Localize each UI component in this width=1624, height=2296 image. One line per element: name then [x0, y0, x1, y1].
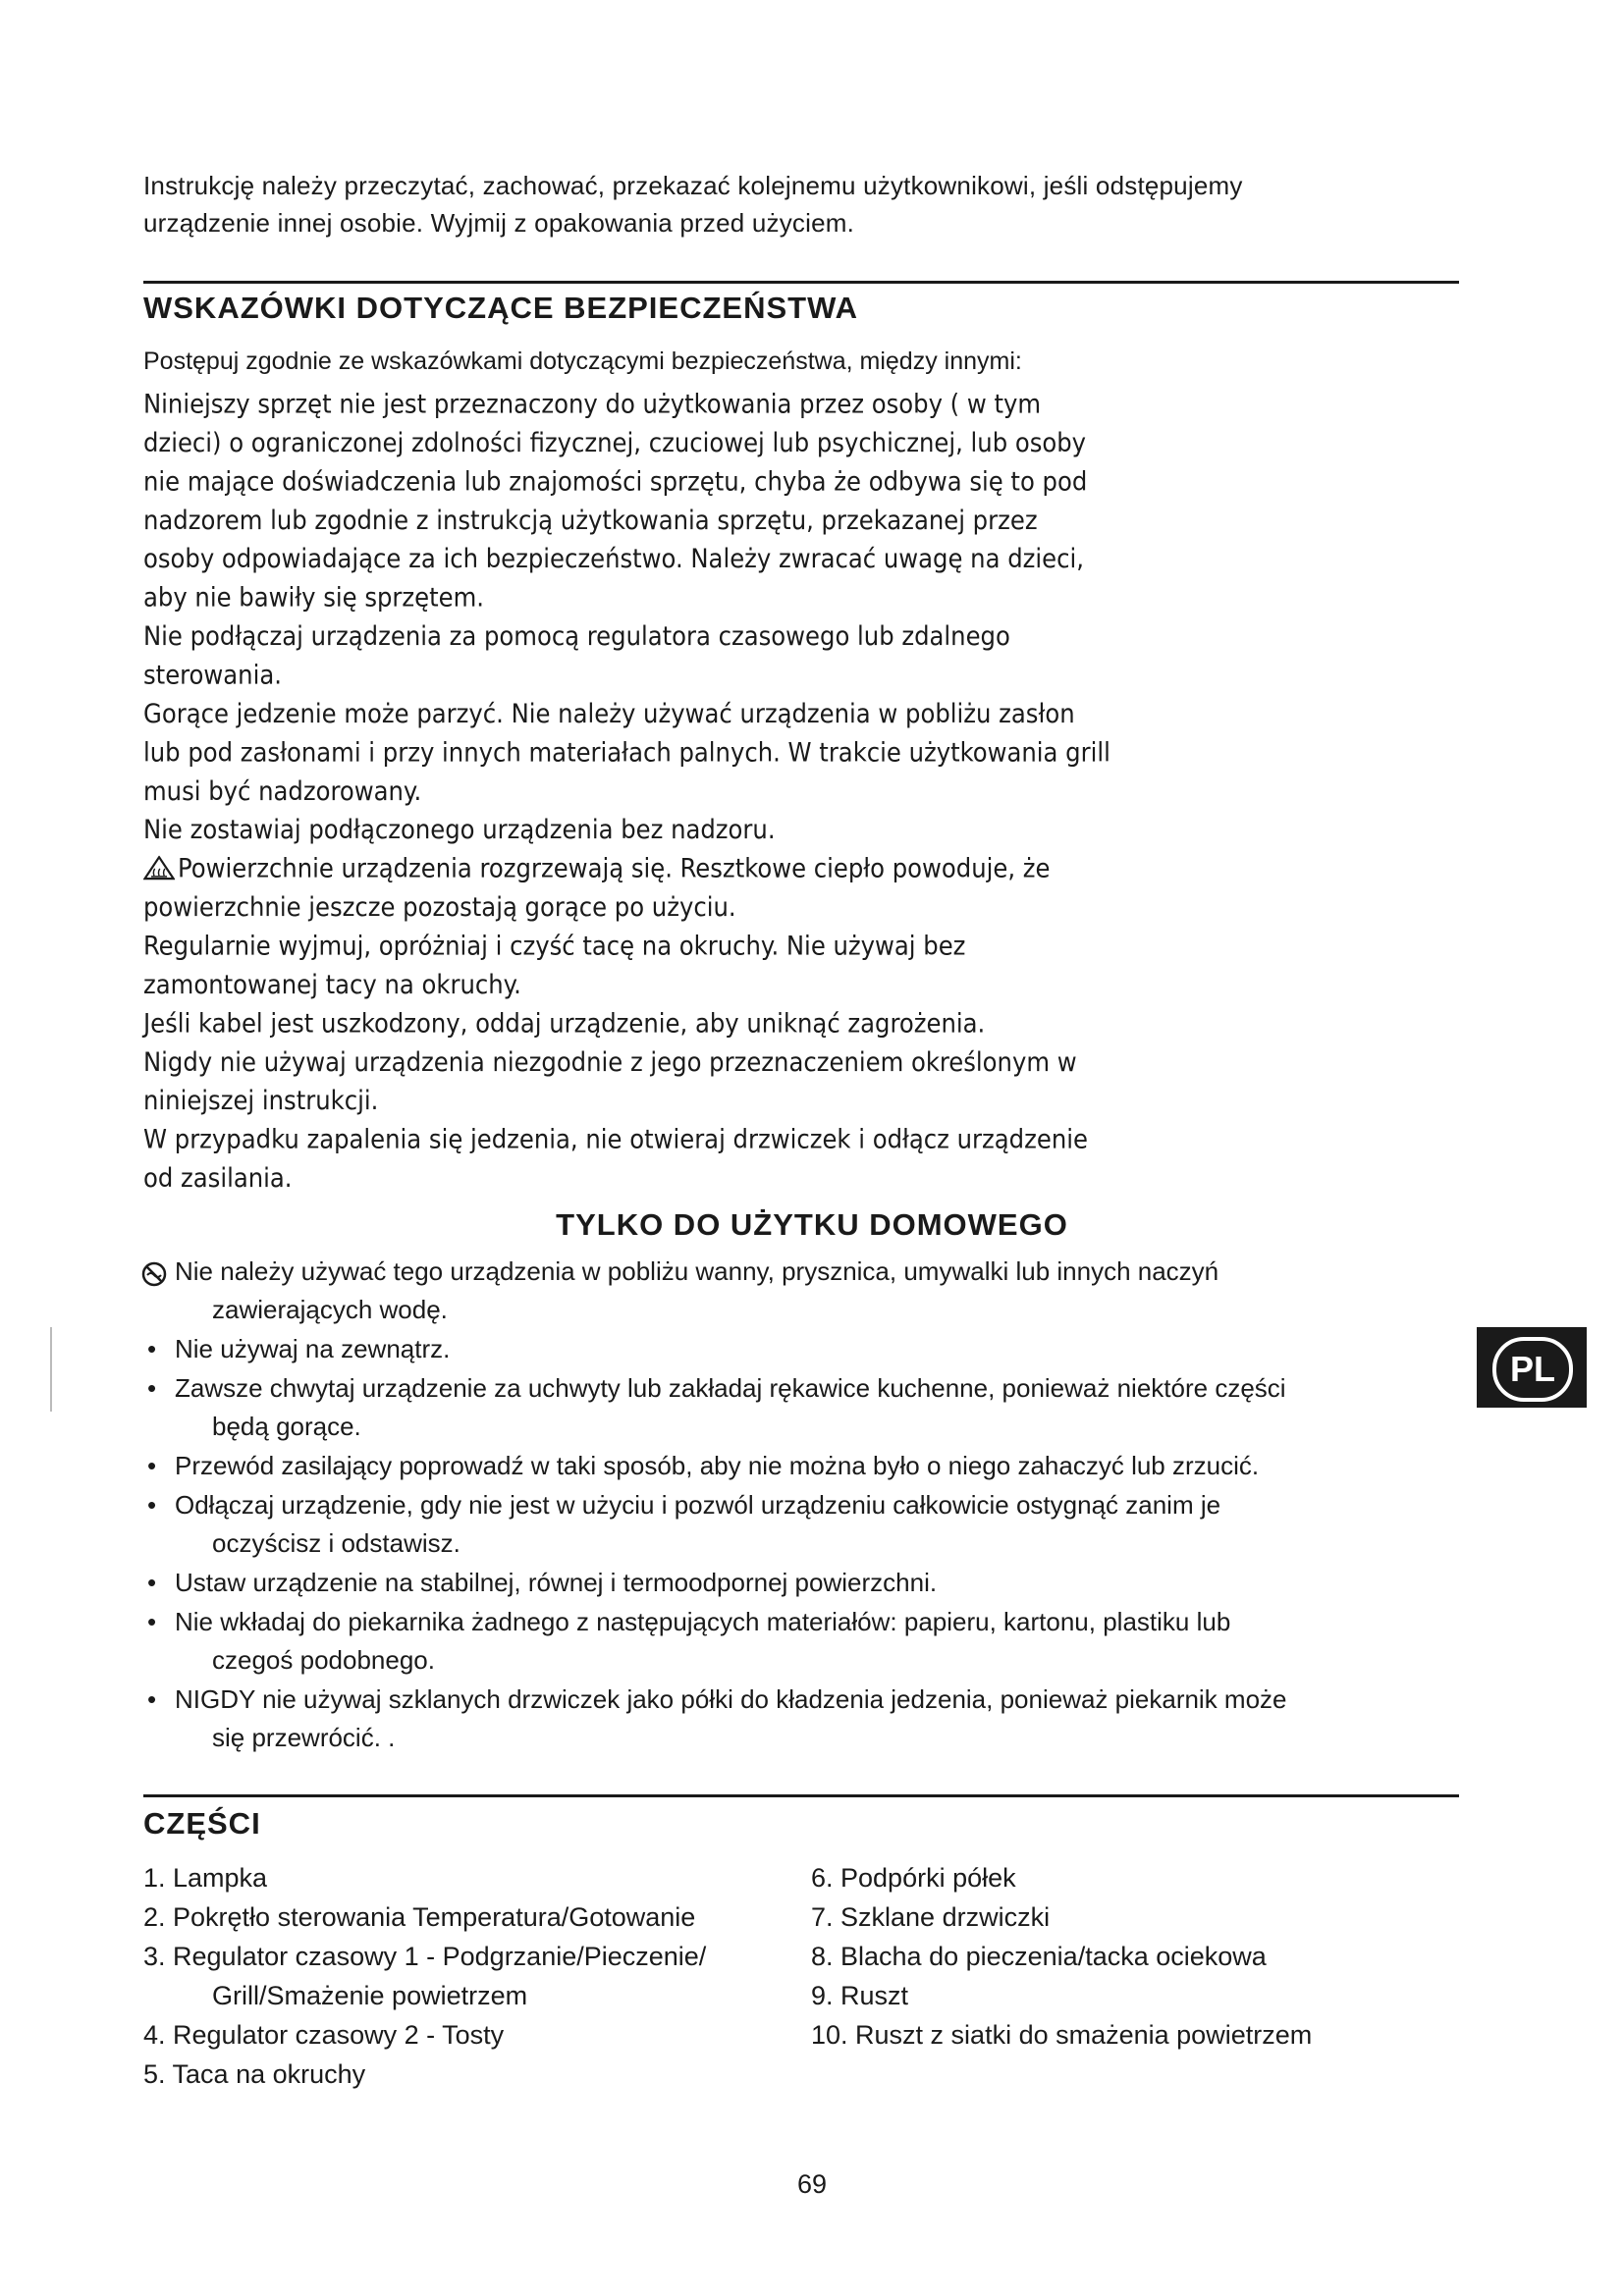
warning-paragraph: Gorące jedzenie może parzyć. Nie należy używać urządzenia w pobliżu zasłon lub pod zasłonami i przy innych materiałach palnych. W trakcie użytkowania grill musi być nadzorowany.	[143, 698, 1110, 807]
list-item	[143, 1603, 1420, 1680]
bullet-mark: •	[147, 1684, 157, 1714]
hot-surface-warning-icon	[143, 852, 175, 877]
language-badge	[1477, 1327, 1587, 1408]
parts-list-right	[811, 1858, 1459, 2055]
warning-paragraph: Nigdy nie używaj urządzenia niezgodnie z jego przeznaczeniem określonym w niniejszej instrukcji.	[143, 1045, 1077, 1116]
list-item	[143, 2015, 772, 2055]
list-item-continuation: zawierających wodę.	[212, 1295, 448, 1324]
part-item-text: 3. Regulator czasowy 1 - Podgrzanie/Pieczenie/	[143, 1942, 707, 1971]
list-item: 7. Szklane drzwiczki	[811, 1902, 1051, 1932]
list-item	[143, 1330, 1420, 1368]
margin-mark	[50, 1327, 52, 1412]
list-item: 9. Ruszt	[811, 1981, 909, 2010]
list-item	[143, 1486, 1420, 1563]
safety-heading: WSKAZÓWKI DOTYCZĄCE BEZPIECZEŃSTWA	[143, 291, 859, 325]
list-item: 10. Ruszt z siatki do smażenia powietrzem	[811, 2020, 1313, 2050]
list-item-text: Nie używaj na zewnątrz.	[175, 1334, 451, 1363]
list-item-continuation: czegoś podobnego.	[212, 1645, 435, 1675]
list-item	[143, 1564, 1420, 1602]
page-number: 69	[796, 2169, 828, 2199]
part-item-text: 1. Lampka	[143, 1863, 268, 1893]
list-item: 6. Podpórki półek	[811, 1863, 1016, 1893]
list-item-text: Zawsze chwytaj urządzenie za uchwyty lub zakładaj rękawice kuchenne, ponieważ niektóre części	[175, 1373, 1286, 1403]
list-item	[143, 1447, 1420, 1485]
parts-heading: CZĘŚCI	[143, 1806, 261, 1841]
list-item-continuation: się przewrócić. .	[212, 1723, 396, 1752]
warning-paragraph: Regularnie wyjmuj, opróżniaj i czyść tacę na okruchy. Nie używaj bez zamontowanej tacy na okruchy.	[143, 930, 966, 1000]
bullet-mark: •	[147, 1607, 157, 1636]
list-item-continuation: będą gorące.	[212, 1412, 361, 1441]
list-item: 8. Blacha do pieczenia/tacka ociekowa	[811, 1942, 1267, 1971]
bullet-mark: •	[147, 1334, 157, 1363]
bullet-mark: •	[147, 1451, 157, 1480]
parts-list-left	[143, 1858, 772, 2094]
list-item	[143, 1253, 1420, 1329]
intro-line-2: urządzenie innej osobie. Wyjmij z opakowania przed użyciem.	[143, 208, 855, 238]
warning-hot-text: Powierzchnie urządzenia rozgrzewają się. Resztkowe ciepło powoduje, że powierzchnie jeszcze pozostają gorące po użyciu.	[143, 852, 1051, 923]
list-item-text: NIGDY nie używaj szklanych drzwiczek jako półki do kładzenia jedzenia, ponieważ piekarnik może	[175, 1684, 1287, 1714]
section-divider	[143, 1794, 1459, 1797]
list-item-continuation: oczyścisz i odstawisz.	[212, 1528, 460, 1558]
list-item	[143, 1681, 1420, 1757]
list-item	[143, 1937, 772, 2015]
list-item	[143, 1858, 772, 1897]
warning-paragraph-hot	[143, 849, 1111, 927]
bullet-mark: •	[147, 1490, 157, 1520]
list-item	[143, 1897, 772, 1937]
section-divider	[143, 281, 1459, 284]
bullet-mark: •	[147, 1373, 157, 1403]
list-item	[143, 2055, 772, 2094]
warning-paragraph: Jeśli kabel jest uszkodzony, oddaj urządzenie, aby uniknąć zagrożenia.	[143, 1007, 986, 1039]
list-item-text: Odłączaj urządzenie, gdy nie jest w użyciu i pozwól urządzeniu całkowicie ostygnąć zanim je	[175, 1490, 1221, 1520]
warning-paragraph: W przypadku zapalenia się jedzenia, nie otwieraj drzwiczek i odłącz urządzenie od zasilania.	[143, 1123, 1088, 1194]
safety-warnings	[143, 385, 1111, 1198]
household-list	[143, 1253, 1420, 1758]
warning-paragraph: Niniejszy sprzęt nie jest przeznaczony do użytkowania przez osoby ( w tym dzieci) o ograniczonej zdolności fizycznej, czuciowej lub psychicznej, lub osoby nie mające doświadczenia lub znajomości sprzętu, chyba że odbywa się to pod nadzorem lub zgodnie z instrukcją użytkowania sprzętu, przekazanej przez osoby odpowiadające za ich bezpieczeństwo. Należy zwracać uwagę na dzieci, aby nie bawiły się sprzętem.	[143, 388, 1088, 614]
list-item	[143, 1369, 1420, 1446]
part-item-text: 4. Regulator czasowy 2 - Tosty	[143, 2020, 505, 2050]
part-item-continuation: Grill/Smażenie powietrzem	[212, 1981, 528, 2010]
language-badge-text: PL	[1509, 1349, 1555, 1389]
intro-paragraph	[143, 167, 1459, 241]
list-item-text: Przewód zasilający poprowadź w taki sposób, aby nie można było o niego zahaczyć lub zrzucić.	[175, 1451, 1260, 1480]
warning-paragraph: Nie podłączaj urządzenia za pomocą regulatora czasowego lub zdalnego sterowania.	[143, 620, 1010, 691]
bullet-mark: •	[147, 1568, 157, 1597]
part-item-text: 2. Pokrętło sterowania Temperatura/Gotowanie	[143, 1902, 696, 1932]
list-item-text: Nie wkładaj do piekarnika żadnego z następujących materiałów: papieru, kartonu, plastiku lub	[175, 1607, 1231, 1636]
part-item-text: 5. Taca na okruchy	[143, 2059, 366, 2089]
no-water-icon	[141, 1259, 167, 1285]
intro-line-1: Instrukcję należy przeczytać, zachować, przekazać kolejnemu użytkownikowi, jeśli odstępujemy	[143, 171, 1243, 200]
safety-subtitle: Postępuj zgodnie ze wskazówkami dotyczącymi bezpieczeństwa, między innymi:	[143, 347, 1022, 375]
household-heading: TYLKO DO UŻYTKU DOMOWEGO	[556, 1207, 1068, 1242]
list-item-text: Nie należy używać tego urządzenia w pobliżu wanny, prysznica, umywalki lub innych naczyń	[175, 1256, 1219, 1286]
warning-paragraph: Nie zostawiaj podłączonego urządzenia bez nadzoru.	[143, 814, 776, 845]
list-item-text: Ustaw urządzenie na stabilnej, równej i termoodpornej powierzchni.	[175, 1568, 938, 1597]
